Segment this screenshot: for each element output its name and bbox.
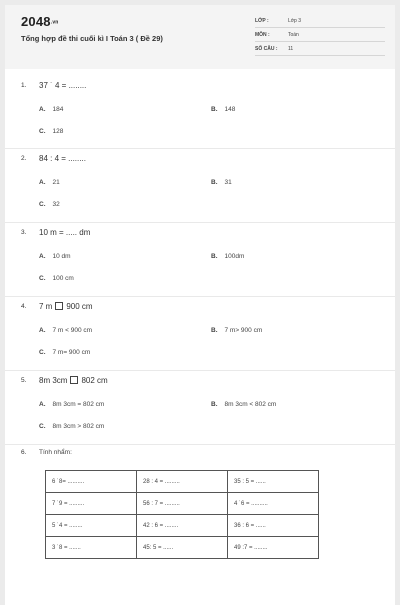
question-4-text: 7 m 900 cm <box>39 302 93 311</box>
question-1-text: 37 ˙ 4 = ........ <box>39 81 87 90</box>
meta-count-label: SỐ CÂU : <box>255 46 278 52</box>
meta-question-count <box>255 43 385 56</box>
meta-class <box>255 15 385 28</box>
table-cell[interactable]: 6 ˙8= .......... <box>46 471 137 493</box>
meta-subject-label: MÔN : <box>255 32 270 38</box>
question-6-number: 6. <box>21 449 27 456</box>
question-2-option-a[interactable]: A. 21 <box>39 179 60 186</box>
question-3-option-b[interactable]: B. 100dm <box>211 253 245 260</box>
question-1-option-a[interactable]: A. 184 <box>39 106 64 113</box>
table-cell[interactable]: 7 ˙9 = ......... <box>46 493 137 515</box>
table-cell[interactable]: 56 : 7 = ......... <box>137 493 228 515</box>
question-3-option-c[interactable]: C. 100 cm <box>39 275 74 282</box>
meta-subject-value: Toán <box>288 32 299 38</box>
divider <box>5 370 395 371</box>
question-4-option-c[interactable]: C. 7 m= 900 cm <box>39 349 91 356</box>
divider <box>5 148 395 149</box>
question-5-number: 5. <box>21 377 27 384</box>
question-4-option-a[interactable]: A. 7 m < 900 cm <box>39 327 93 334</box>
mental-math-table <box>45 470 319 559</box>
table-cell[interactable]: 35 : 5 = ...... <box>228 471 319 493</box>
table-cell[interactable]: 49 :7 = ........ <box>228 537 319 559</box>
question-3-number: 3. <box>21 229 27 236</box>
question-1-option-b[interactable]: B. 148 <box>211 106 236 113</box>
question-2-text: 84 : 4 = ........ <box>39 154 86 163</box>
table-cell[interactable]: 5 ˙4 = ........ <box>46 515 137 537</box>
question-5-option-b[interactable]: B. 8m 3cm < 802 cm <box>211 401 277 408</box>
divider <box>5 222 395 223</box>
meta-class-value: Lớp 3 <box>288 18 302 24</box>
comparison-box[interactable] <box>70 376 78 384</box>
question-3-option-a[interactable]: A. 10 dm <box>39 253 71 260</box>
logo-suffix: .vn <box>50 19 59 26</box>
question-2-option-c[interactable]: C. 32 <box>39 201 60 208</box>
question-2-number: 2. <box>21 155 27 162</box>
comparison-box[interactable] <box>55 302 63 310</box>
divider <box>5 444 395 445</box>
table-row <box>46 493 319 515</box>
site-logo[interactable] <box>21 14 59 29</box>
meta-count-value: 11 <box>288 46 294 52</box>
exam-sheet <box>5 5 395 605</box>
question-4-option-b[interactable]: B. 7 m> 900 cm <box>211 327 263 334</box>
question-3-text: 10 m = ..... dm <box>39 228 91 237</box>
page-title: Tổng hợp đề thi cuối kì I Toán 3 ( Đề 29) <box>21 34 163 43</box>
question-4-number: 4. <box>21 303 27 310</box>
logo-main: 2048 <box>21 14 51 29</box>
table-cell[interactable]: 36 : 6 = ...... <box>228 515 319 537</box>
question-5-option-c[interactable]: C. 8m 3cm > 802 cm <box>39 423 105 430</box>
table-cell[interactable]: 42 : 6 = ........ <box>137 515 228 537</box>
meta-class-label: LỚP : <box>255 18 269 24</box>
question-1-number: 1. <box>21 82 27 89</box>
question-5-option-a[interactable]: A. 8m 3cm = 802 cm <box>39 401 105 408</box>
table-cell[interactable]: 28 : 4 = ......... <box>137 471 228 493</box>
table-cell[interactable]: 3 ˙8 = ....... <box>46 537 137 559</box>
table-row <box>46 515 319 537</box>
question-2-option-b[interactable]: B. 31 <box>211 179 232 186</box>
divider <box>5 296 395 297</box>
table-row <box>46 537 319 559</box>
question-5-text: 8m 3cm 802 cm <box>39 376 108 385</box>
table-row <box>46 471 319 493</box>
table-cell[interactable]: 45: 5 = ...... <box>137 537 228 559</box>
question-1-option-c[interactable]: C. 128 <box>39 128 64 135</box>
header <box>5 5 395 69</box>
question-6-text: Tính nhẩm: <box>39 449 72 456</box>
table-cell[interactable]: 4 ˙6 = .......... <box>228 493 319 515</box>
meta-subject <box>255 29 385 42</box>
